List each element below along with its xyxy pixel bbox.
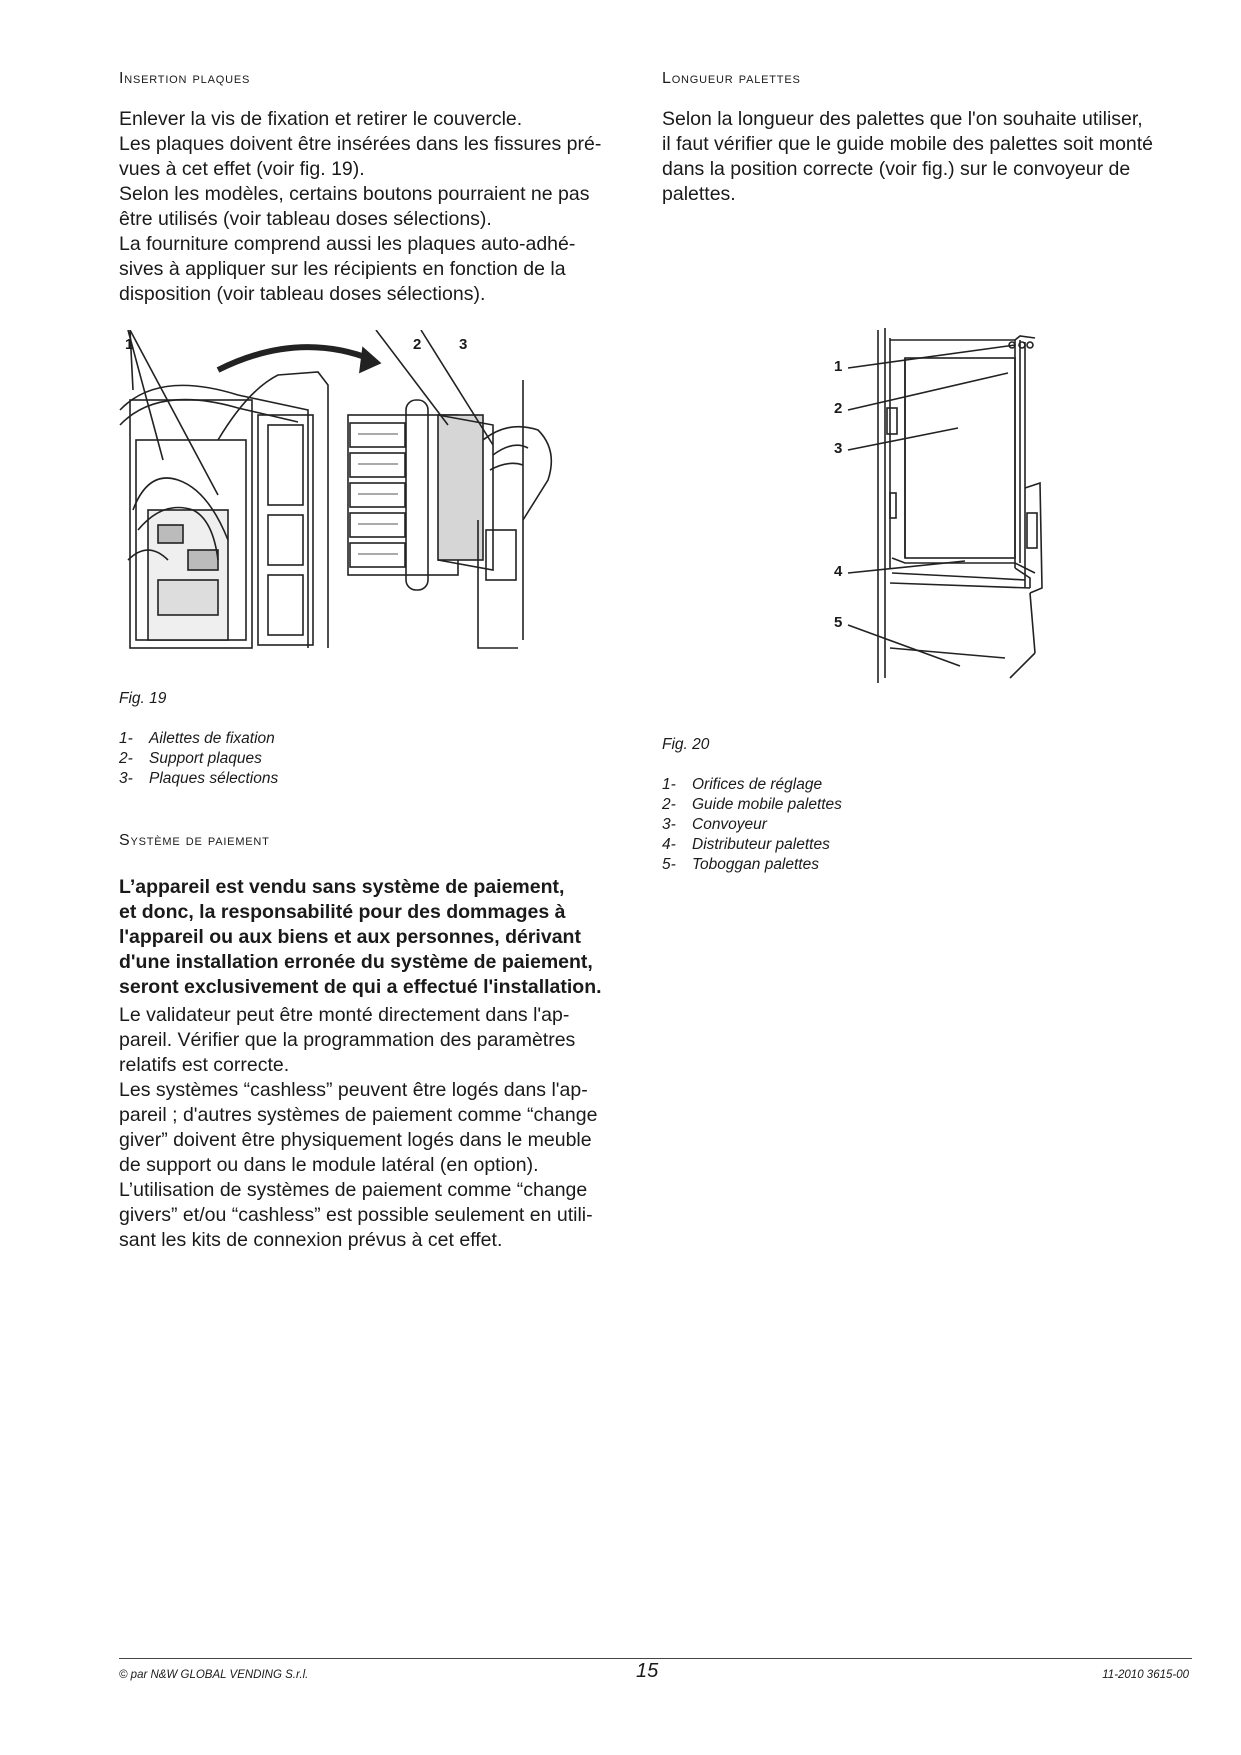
text-line: et donc, la responsabilité pour des dommages à bbox=[119, 901, 566, 923]
legend-text: Convoyeur bbox=[692, 816, 767, 833]
footer-doc-code: 11-2010 3615-00 bbox=[1102, 1669, 1189, 1681]
legend-item bbox=[662, 795, 842, 815]
text-line: L’appareil est vendu sans système de paiement, bbox=[119, 876, 565, 898]
fig19-callout-3: 3 bbox=[459, 336, 468, 353]
legend-item bbox=[662, 815, 842, 835]
fig19-caption: Fig. 19 bbox=[119, 690, 167, 707]
section-heading-longueur-palettes: Longueur palettes bbox=[662, 70, 801, 87]
text-line: Le validateur peut être monté directement dans l'ap- bbox=[119, 1004, 570, 1026]
fig20-legend bbox=[662, 775, 842, 875]
longueur-text bbox=[662, 107, 1202, 207]
text-line: giver” doivent être physiquement logés dans le meuble bbox=[119, 1129, 592, 1151]
text-line: il faut vérifier que le guide mobile des palettes soit monté bbox=[662, 133, 1154, 155]
text-line: d'une installation erronée du système de paiement, bbox=[119, 951, 593, 973]
text-line: sives à appliquer sur les récipients en fonction de la bbox=[119, 258, 566, 280]
text-line: L’utilisation de systèmes de paiement comme “change bbox=[119, 1179, 588, 1201]
fig20-callout-3: 3 bbox=[834, 440, 843, 457]
text-line: sant les kits de connexion prévus à cet effet. bbox=[119, 1229, 503, 1251]
legend-number: 3- bbox=[119, 770, 133, 787]
footer-copyright: © par N&W GLOBAL VENDING S.r.l. bbox=[119, 1669, 309, 1681]
text-line: Enlever la vis de fixation et retirer le couvercle. bbox=[119, 108, 523, 130]
text-line: être utilisés (voir tableau doses sélections). bbox=[119, 208, 492, 230]
legend-text: Support plaques bbox=[149, 750, 262, 767]
legend-item bbox=[662, 835, 842, 855]
text-line: givers” et/ou “cashless” est possible seulement en utili- bbox=[119, 1204, 593, 1226]
section-heading-insertion-plaques: Insertion plaques bbox=[119, 70, 251, 87]
text-line: Les systèmes “cashless” peuvent être logés dans l'ap- bbox=[119, 1079, 588, 1101]
legend-number: 1- bbox=[119, 730, 133, 747]
fig20-callout-4: 4 bbox=[834, 563, 843, 580]
text-line: Selon la longueur des palettes que l'on souhaite utiliser, bbox=[662, 108, 1143, 130]
text-line: de support ou dans le module latéral (en option). bbox=[119, 1154, 539, 1176]
text-line: pareil ; d'autres systèmes de paiement comme “change bbox=[119, 1104, 598, 1126]
legend-text: Toboggan palettes bbox=[692, 856, 819, 873]
fig20-callout-2: 2 bbox=[834, 400, 843, 417]
legend-number: 2- bbox=[119, 750, 133, 767]
fig20-illustration bbox=[830, 328, 1060, 688]
insertion-text bbox=[119, 107, 639, 307]
footer-divider bbox=[119, 1658, 1192, 1659]
paiement-warning-text bbox=[119, 875, 659, 1000]
paiement-text bbox=[119, 1003, 659, 1253]
text-line: relatifs est correcte. bbox=[119, 1054, 290, 1076]
legend-number: 3- bbox=[662, 816, 676, 833]
legend-number: 5- bbox=[662, 856, 676, 873]
legend-number: 1- bbox=[662, 776, 676, 793]
legend-item bbox=[119, 749, 278, 769]
text-line: palettes. bbox=[662, 183, 736, 205]
legend-number: 2- bbox=[662, 796, 676, 813]
legend-item bbox=[119, 769, 278, 789]
fig20-caption: Fig. 20 bbox=[662, 736, 710, 753]
legend-text: Orifices de réglage bbox=[692, 776, 823, 793]
fig19-legend bbox=[119, 729, 278, 789]
text-line: seront exclusivement de qui a effectué l'installation. bbox=[119, 976, 602, 998]
legend-text: Plaques sélections bbox=[149, 770, 279, 787]
legend-number: 4- bbox=[662, 836, 676, 853]
text-line: vues à cet effet (voir fig. 19). bbox=[119, 158, 365, 180]
text-line: La fourniture comprend aussi les plaques auto-adhé- bbox=[119, 233, 576, 255]
fig20-callout-5: 5 bbox=[834, 614, 843, 631]
text-line: Selon les modèles, certains boutons pourraient ne pas bbox=[119, 183, 590, 205]
text-line: Les plaques doivent être insérées dans les fissures pré- bbox=[119, 133, 602, 155]
legend-text: Distributeur palettes bbox=[692, 836, 830, 853]
fig19-callout-2: 2 bbox=[413, 336, 422, 353]
legend-text: Ailettes de fixation bbox=[149, 730, 275, 747]
fig20-callout-1: 1 bbox=[834, 358, 843, 375]
legend-item bbox=[662, 855, 842, 875]
fig19-callout-1: 1 bbox=[125, 336, 134, 353]
text-line: l'appareil ou aux biens et aux personnes, dérivant bbox=[119, 926, 581, 948]
page-number: 15 bbox=[636, 1660, 659, 1682]
legend-item bbox=[119, 729, 278, 749]
section-heading-systeme-paiement: Système de paiement bbox=[119, 832, 270, 849]
text-line: dans la position correcte (voir fig.) sur le convoyeur de bbox=[662, 158, 1131, 180]
legend-item bbox=[662, 775, 842, 795]
fig19-illustration bbox=[118, 330, 638, 650]
text-line: pareil. Vérifier que la programmation des paramètres bbox=[119, 1029, 576, 1051]
text-line: disposition (voir tableau doses sélections). bbox=[119, 283, 486, 305]
legend-text: Guide mobile palettes bbox=[692, 796, 842, 813]
